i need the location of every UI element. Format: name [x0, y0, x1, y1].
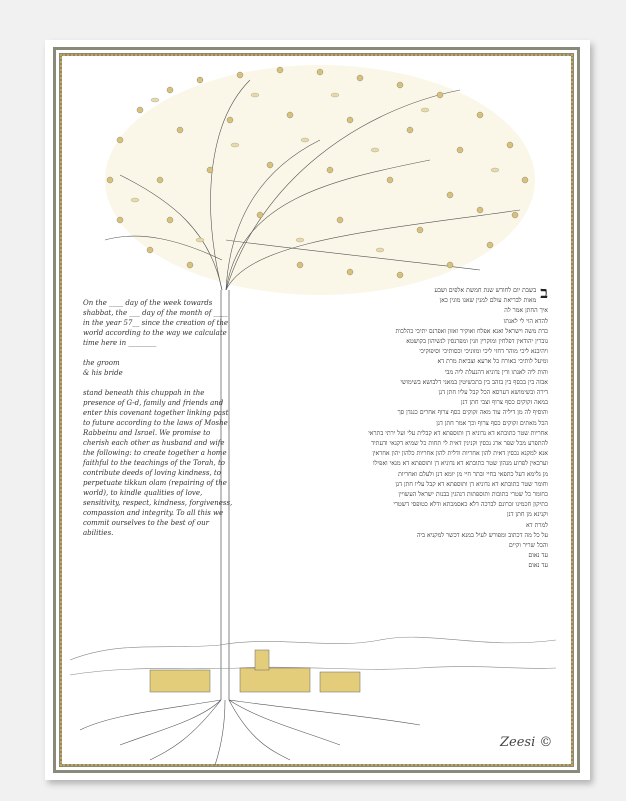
hebrew-line: למרת דא: [525, 521, 548, 529]
hebrew-line: ומיעל לותיכי כאורח כל ארעא וצביאת מרת דא: [437, 358, 548, 366]
english-paragraph-covenant: stand beneath this chuppah in the presence of G-d, family and friends and enter this covenant together linking past to future according to the laws of Moshe Rabbeinu and Israel. We promise to cherish each other as husband and wife the following: to create together a home faithful to the teachings of the Torah, to contribute deeds of loving kindness, to perpetuate tikkun olam (repairing of the world), to kindle qualities of love, sensitivity, respect, kindness, forgiveness, compassion and integrity. To all this we commit ourselves to the best of our abilities.: [83, 389, 233, 537]
hebrew-line: אנא למקנא נכסין דאית להון אחריות ודלית להון אחריות כלהון יהון אחראין: [372, 450, 548, 458]
hebrew-line: אחריות שטר כתובתא דא נדוניא דן ותוספתא דא קבלית עלי ועל ירתי בתראי: [368, 429, 548, 437]
hebrew-line: עד נאום: [528, 552, 548, 560]
groom-line: the groom: [83, 359, 120, 367]
hebrew-lines: [238, 283, 548, 572]
bride-line: & his bride: [83, 369, 123, 377]
hebrew-line: והוסיף לה מן דיליה עוד מאה זקוקים כסף צרוף אחרים כנגדן סך: [397, 409, 548, 417]
hebrew-text: [238, 283, 548, 572]
hebrew-line: מאות לבריאת עולם למנין שאנו מונין כאן: [439, 297, 537, 305]
hebrew-line: הכל מאתים זקוקים כסף צרוף וכך אמר חתן דנן: [436, 419, 548, 427]
hebrew-line: איך החתן אמר לה: [504, 307, 548, 315]
tree-roots: [80, 700, 420, 765]
artist-logo: [500, 735, 552, 750]
hebrew-line: גוברין יהודאין דפלחין ומוקרין וזנין ומפרנסין לנשיהון בקושטא: [406, 338, 548, 346]
hebrew-line: ויהיבנא ליכי מוהר דחזי ליכי ומזוניכי וכסותיכי וסיפוקיכי: [419, 348, 548, 356]
tree-canopy: [105, 65, 535, 295]
jerusalem-city: [150, 650, 360, 692]
landscape-hills: [70, 637, 556, 675]
hebrew-line: כתיקון חכמינו זכרונם לברכה דלא כאסמכתא ודלא כטופסי דשטרי: [393, 501, 548, 509]
hebrew-line: דירה ובשימושא דערסא הכל קבל עליו חתן דנן: [438, 389, 548, 397]
hebrew-line: כדת משה וישראל ואנא אפלח ואוקיר ואזון ואפרנס יתיכי כהלכות: [395, 327, 548, 335]
logo-text: Zeesi: [500, 735, 536, 750]
hebrew-line: עד נאום: [528, 562, 548, 570]
hebrew-line: מן גלימא דעל כתפאי בחיי ובתר חיי מן יומא דנן ולעלם ואחריות: [398, 470, 548, 478]
hebrew-line: בשבת יום לחודש שנת חמשת אלפים ושבע: [434, 287, 537, 294]
hebrew-line: והכל שריר וקיים: [508, 542, 548, 550]
english-paragraph-date: On the ____ day of the week towards shabbat, the ___ day of the month of ____ in the year 57__ since the creation of the world according to the way we calculate time here in ________: [83, 299, 229, 347]
hebrew-line: וחומר שטר כתובתא דא נדוניא דן ותוספתא דא קבל עליו חתן דנן: [395, 480, 548, 488]
hebrew-line: במאה זקוקים כסף צרוף וצבי חתן דנן: [461, 399, 548, 407]
hebrew-initial: ב: [540, 283, 548, 302]
english-text: [83, 298, 233, 548]
hebrew-line: והות ליה לאנתו ודין נדוניא דהנעלת ליה מבי: [444, 368, 548, 376]
hebrew-line: להדא הוי לי לאנתו: [503, 317, 548, 325]
hebrew-line: וערבאין לפרוע מנהון שטר כתובתא דא נדוניא דן ותוספתא דא מנאי ואפילו: [372, 460, 548, 468]
hebrew-line: וקנינא מן חתן דנן: [507, 511, 548, 519]
hebrew-line: כחומר כל שטרי כתובות ותוספתות דנהגין בבנות ישראל העשויין: [398, 491, 548, 499]
copyright-mark: ©: [539, 735, 553, 750]
hebrew-line: אבוה בין בכסף בין בזהב בין בתכשיטין במאני דלבושא בשימושי: [400, 378, 548, 386]
hebrew-line: להתפרע מכל שפר ארג נכסין וקנינין דאית לי תחות כל שמיא דקנאי ודעתיד: [371, 440, 548, 448]
hebrew-line: על כל מה דכתוב ומפורש לעיל במנא דכשר למקניא ביה: [416, 531, 548, 539]
